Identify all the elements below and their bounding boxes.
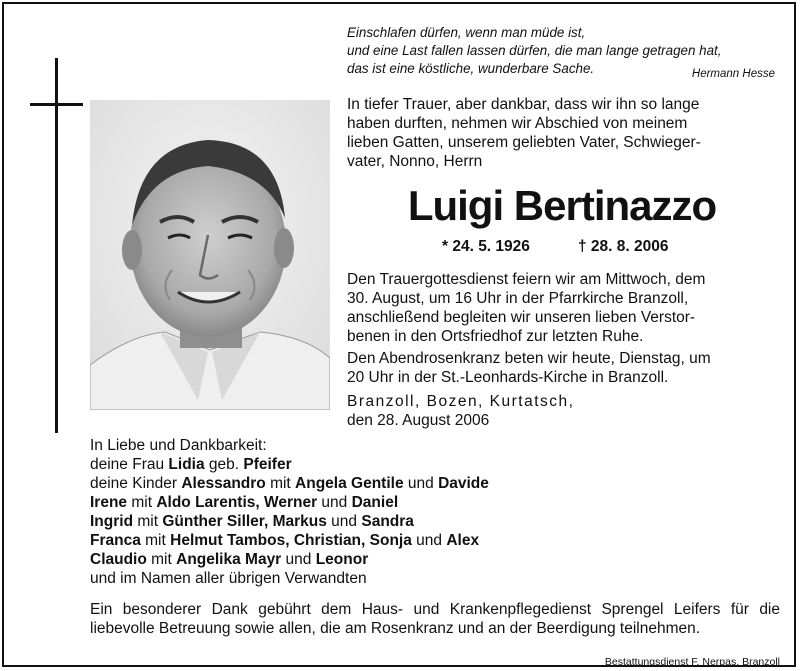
rosary-line: Den Abendrosenkranz beten wir heute, Dienstag, um bbox=[347, 350, 711, 367]
family-text: geb. bbox=[204, 456, 244, 473]
family-name: Ingrid bbox=[90, 513, 134, 530]
thanks-text: Ein besonderer Dank gebührt dem Haus- und Krankenpflegedienst Sprengel Leifers für die liebevolle Betreuung sowie allen, die am Rosenkranz und an der Beerdigung teilnehmen. bbox=[90, 601, 780, 637]
family-name: Daniel bbox=[351, 494, 399, 511]
family-name: Pfeifer bbox=[243, 456, 292, 473]
place-date: den 28. August 2006 bbox=[347, 412, 490, 429]
obituary-frame bbox=[2, 2, 796, 667]
service-line: Den Trauergottesdienst feiern wir am Mittwoch, dem bbox=[347, 271, 706, 288]
service-line: benen in den Ortsfriedhof zur letzten Ruhe. bbox=[347, 328, 644, 345]
intro-line: In tiefer Trauer, aber dankbar, dass wir ihn so lange bbox=[347, 96, 700, 113]
family-intro: In Liebe und Dankbarkeit: bbox=[90, 437, 267, 454]
family-line-irene bbox=[90, 493, 770, 512]
family-name: Claudio bbox=[90, 551, 147, 568]
rosary-line: 20 Uhr in der St.-Leonhards-Kirche in Branzoll. bbox=[347, 369, 669, 386]
intro-line: lieben Gatten, unserem geliebten Vater, Schwieger- bbox=[347, 134, 701, 151]
family-text: und bbox=[403, 475, 439, 492]
funeral-service-text bbox=[347, 270, 777, 346]
quote-line: das ist eine köstliche, wunderbare Sache. bbox=[347, 61, 595, 76]
family-text: und bbox=[411, 532, 447, 549]
family-name: Irene bbox=[90, 494, 128, 511]
family-text: mit bbox=[133, 513, 163, 530]
quote-line: und eine Last fallen lassen dürfen, die man lange getragen hat, bbox=[347, 43, 722, 58]
intro-text bbox=[347, 95, 777, 171]
family-text: und bbox=[281, 551, 316, 568]
birth-date: * 24. 5. 1926 bbox=[442, 238, 530, 255]
service-line: anschließend begleiten wir unseren lieben Verstor- bbox=[347, 309, 696, 326]
family-name: Lidia bbox=[168, 456, 205, 473]
family-line-claudio bbox=[90, 550, 770, 569]
hesse-quote bbox=[347, 24, 777, 78]
death-date: † 28. 8. 2006 bbox=[578, 238, 669, 255]
family-text: und bbox=[326, 513, 362, 530]
family-name: Helmut Tambos, Christian, Sonja bbox=[170, 532, 412, 549]
family-text: mit bbox=[146, 551, 177, 568]
family-name: Aldo Larentis, Werner bbox=[156, 494, 318, 511]
family-name: Alessandro bbox=[181, 475, 266, 492]
place-towns: Branzoll, Bozen, Kurtatsch, bbox=[347, 393, 575, 410]
intro-line: vater, Nonno, Herrn bbox=[347, 153, 483, 170]
cross-horizontal-bar bbox=[30, 103, 83, 106]
family-text: und bbox=[317, 494, 352, 511]
family-name: Angelika Mayr bbox=[176, 551, 282, 568]
family-name: Leonor bbox=[315, 551, 369, 568]
family-text: mit bbox=[265, 475, 296, 492]
quote-line: Einschlafen dürfen, wenn man müde ist, bbox=[347, 25, 586, 40]
deceased-name: Luigi Bertinazzo bbox=[407, 182, 717, 229]
undertaker-credit: Bestattungsdienst F. Nerpas, Branzoll bbox=[604, 656, 780, 668]
family-name: Günther Siller, Markus bbox=[162, 513, 327, 530]
family-text: deine Frau bbox=[90, 456, 169, 473]
rosary-text bbox=[347, 349, 777, 387]
family-name: Davide bbox=[438, 475, 489, 492]
intro-line: haben durften, nehmen wir Abschied von meinem bbox=[347, 115, 688, 132]
family-text: mit bbox=[127, 494, 157, 511]
service-line: 30. August, um 16 Uhr in der Pfarrkirche Branzoll, bbox=[347, 290, 689, 307]
family-name: Sandra bbox=[361, 513, 414, 530]
place-and-date bbox=[347, 392, 777, 430]
portrait-photo bbox=[90, 100, 330, 410]
family-line-alessandro bbox=[90, 474, 770, 493]
family-name: Franca bbox=[90, 532, 141, 549]
family-line-franca bbox=[90, 531, 770, 550]
quote-author: Hermann Hesse bbox=[691, 68, 775, 80]
family-name: Angela Gentile bbox=[295, 475, 404, 492]
family-text: mit bbox=[140, 532, 171, 549]
family-line-wife bbox=[90, 455, 770, 474]
family-name: Alex bbox=[446, 532, 480, 549]
cross-vertical-bar bbox=[55, 58, 58, 433]
family-line-ingrid bbox=[90, 512, 770, 531]
family-text: deine Kinder bbox=[90, 475, 182, 492]
family-list bbox=[90, 436, 770, 588]
family-closing: und im Namen aller übrigen Verwandten bbox=[90, 570, 367, 587]
